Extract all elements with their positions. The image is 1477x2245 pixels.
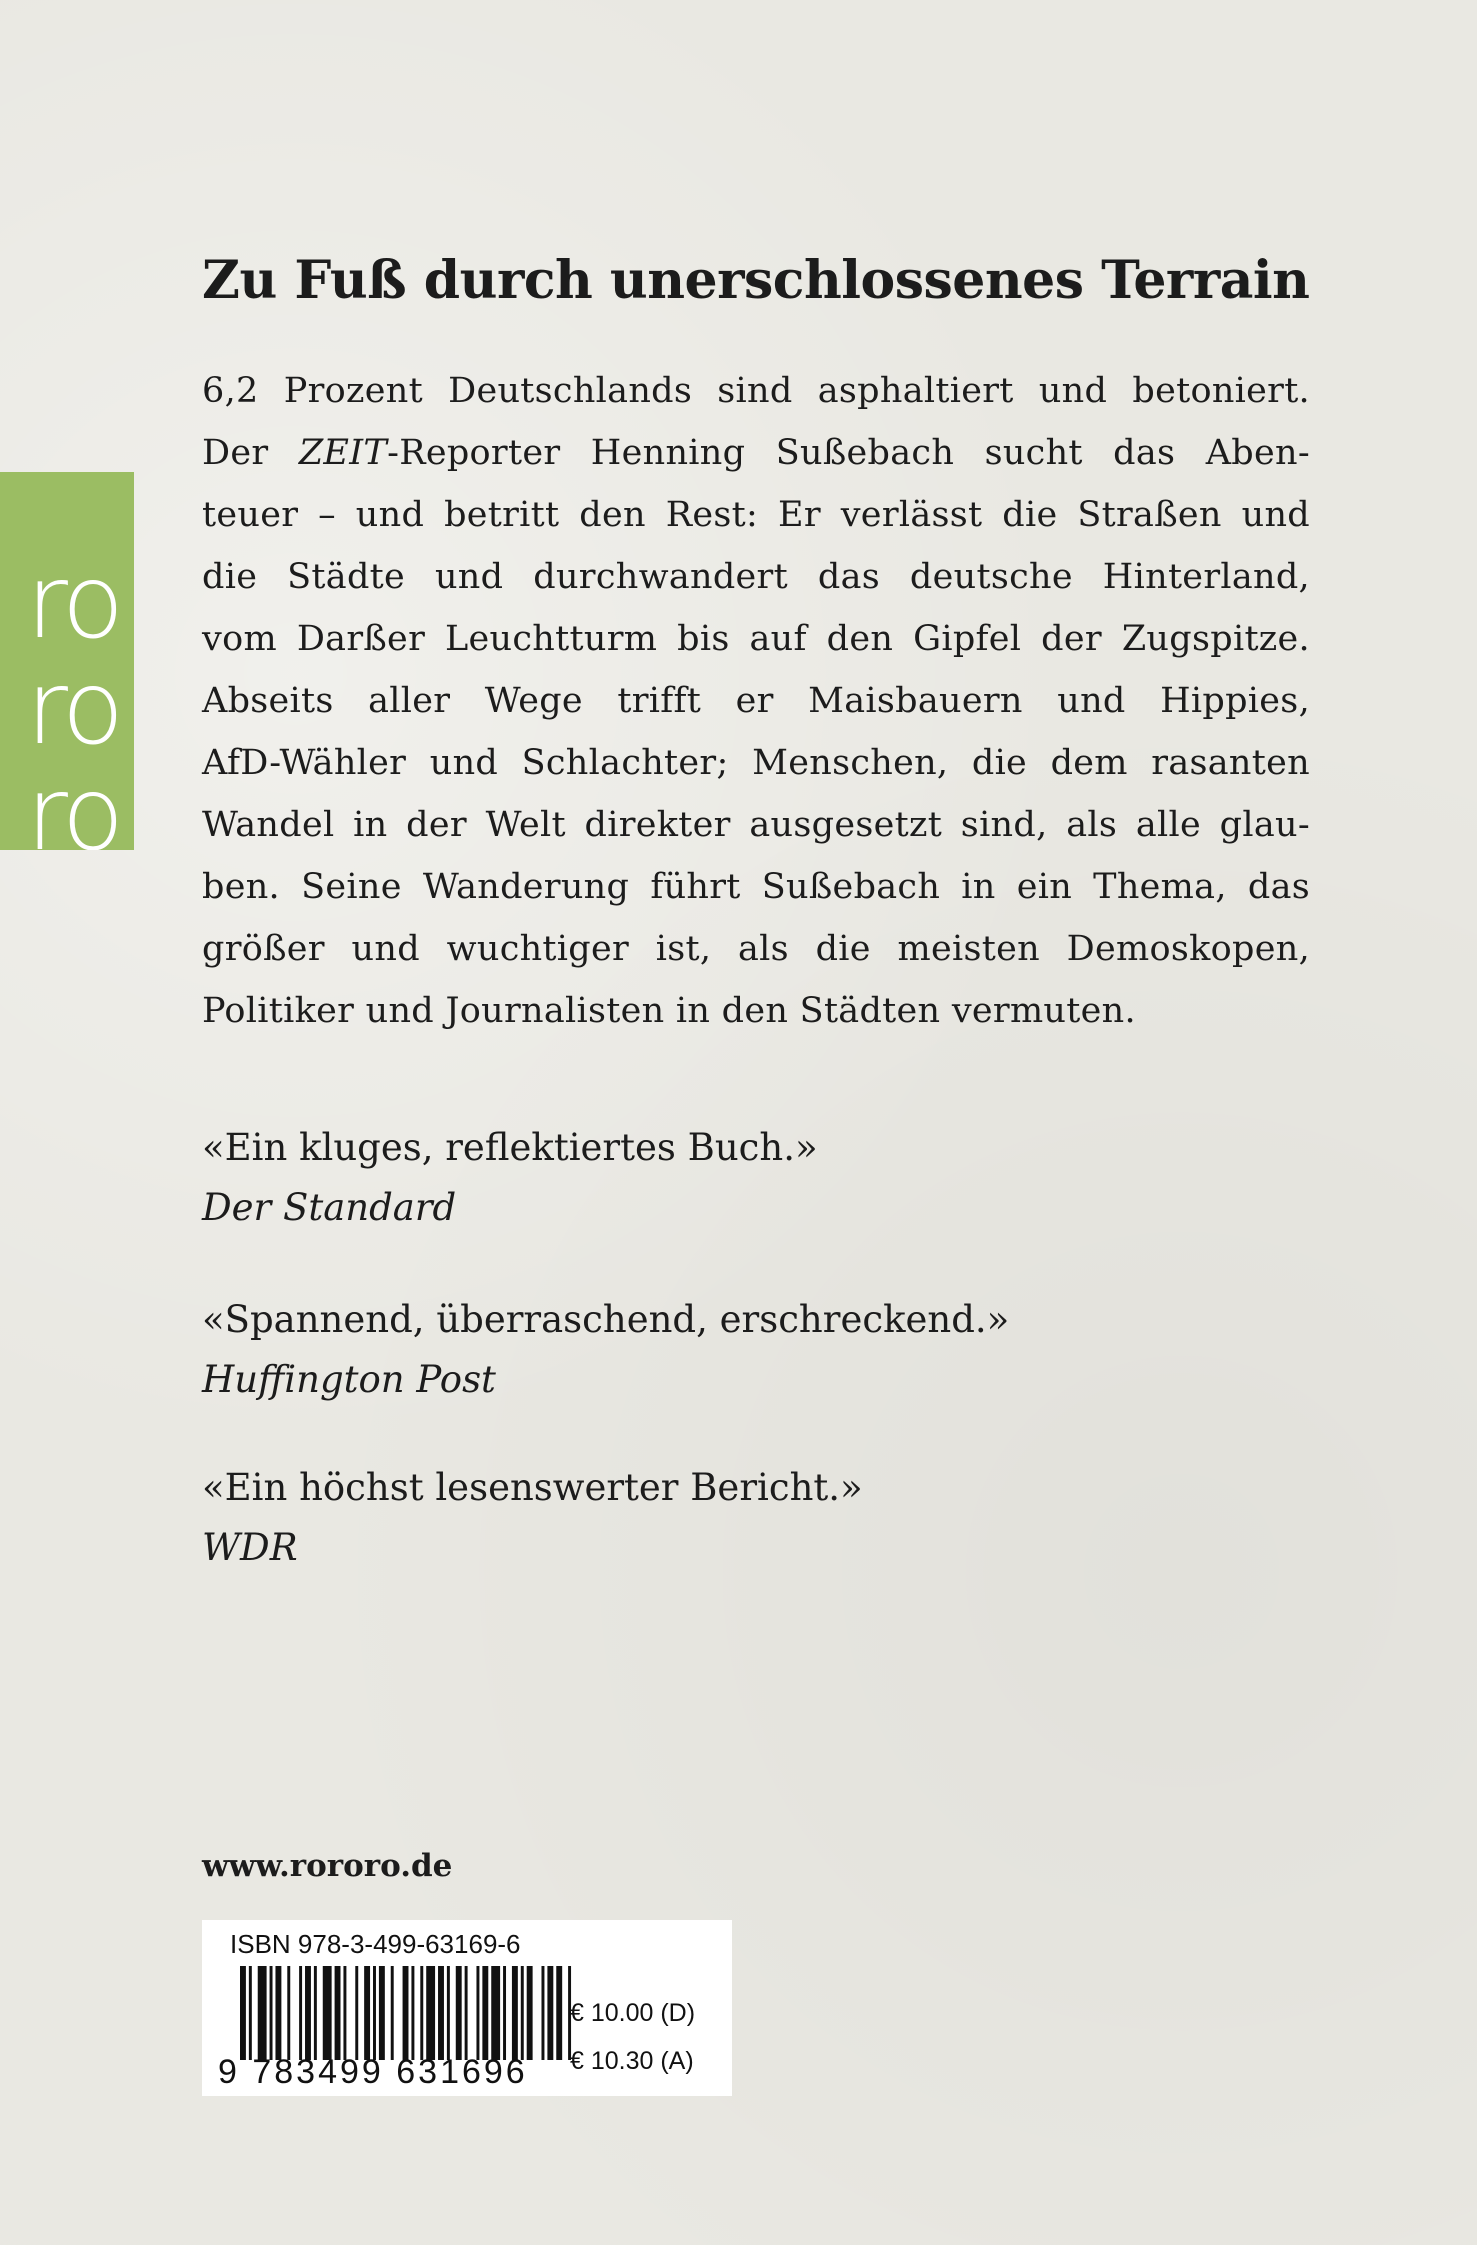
blurb-line: Abseits aller Wege trifft er Maisbauern und Hippies,	[202, 681, 1310, 721]
press-quote	[202, 1458, 863, 1578]
logo-line: ro	[26, 649, 121, 768]
isbn-barcode-box	[202, 1920, 732, 2096]
press-quote	[202, 1118, 818, 1238]
blurb-line: die Städte und durchwandert das deutsche Hinterland,	[202, 557, 1310, 597]
blurb-line: vom Darßer Leuchtturm bis auf den Gipfel der Zugspitze.	[202, 619, 1310, 659]
blurb-line: teuer – und betritt den Rest: Er verlässt die Straßen und	[202, 495, 1310, 535]
logo-line: ro	[26, 543, 121, 662]
price-germany: € 10.00 (D)	[570, 1999, 696, 2027]
quote-source: Huffington Post	[202, 1358, 496, 1401]
magazine-name: ZEIT	[298, 433, 388, 473]
price-austria: € 10.30 (A)	[570, 2047, 694, 2075]
blurb-line: AfD-Wähler und Schlachter; Menschen, die dem rasanten	[202, 743, 1310, 783]
quote-source: Der Standard	[202, 1186, 457, 1229]
blurb-line: ben. Seine Wanderung führt Sußebach in ein Thema, das	[202, 867, 1310, 907]
isbn-label: ISBN 978-3-499-63169-6	[230, 1929, 521, 1959]
blurb-line: Der ZEIT-Reporter Henning Sußebach sucht das Aben-	[202, 433, 1310, 473]
quote-text: «Spannend, überraschend, erschreckend.»	[202, 1298, 1010, 1341]
barcode-icon	[240, 1966, 574, 2060]
logo-line: ro	[26, 755, 121, 850]
quote-text: «Ein kluges, reflektiertes Buch.»	[202, 1126, 818, 1169]
publisher-website[interactable]: www.rororo.de	[202, 1848, 453, 1884]
rororo-logo	[0, 472, 134, 850]
barcode-digits: 9 783499 631696	[218, 2053, 528, 2091]
press-quote	[202, 1290, 1009, 1410]
quote-source: WDR	[202, 1526, 298, 1569]
blurb-line: Politiker und Journalisten in den Städten vermuten.	[202, 991, 1136, 1031]
blurb-line: 6,2 Prozent Deutschlands sind asphaltiert und betoniert.	[202, 371, 1310, 411]
blurb-line: Wandel in der Welt direkter ausgesetzt sind, als alle glau-	[202, 805, 1310, 845]
headline: Zu Fuß durch unerschlossenes Terrain	[202, 250, 1310, 311]
blurb-line: größer und wuchtiger ist, als die meisten Demoskopen,	[202, 929, 1310, 969]
quote-text: «Ein höchst lesenswerter Bericht.»	[202, 1466, 863, 1509]
blurb-text	[202, 360, 1310, 1042]
